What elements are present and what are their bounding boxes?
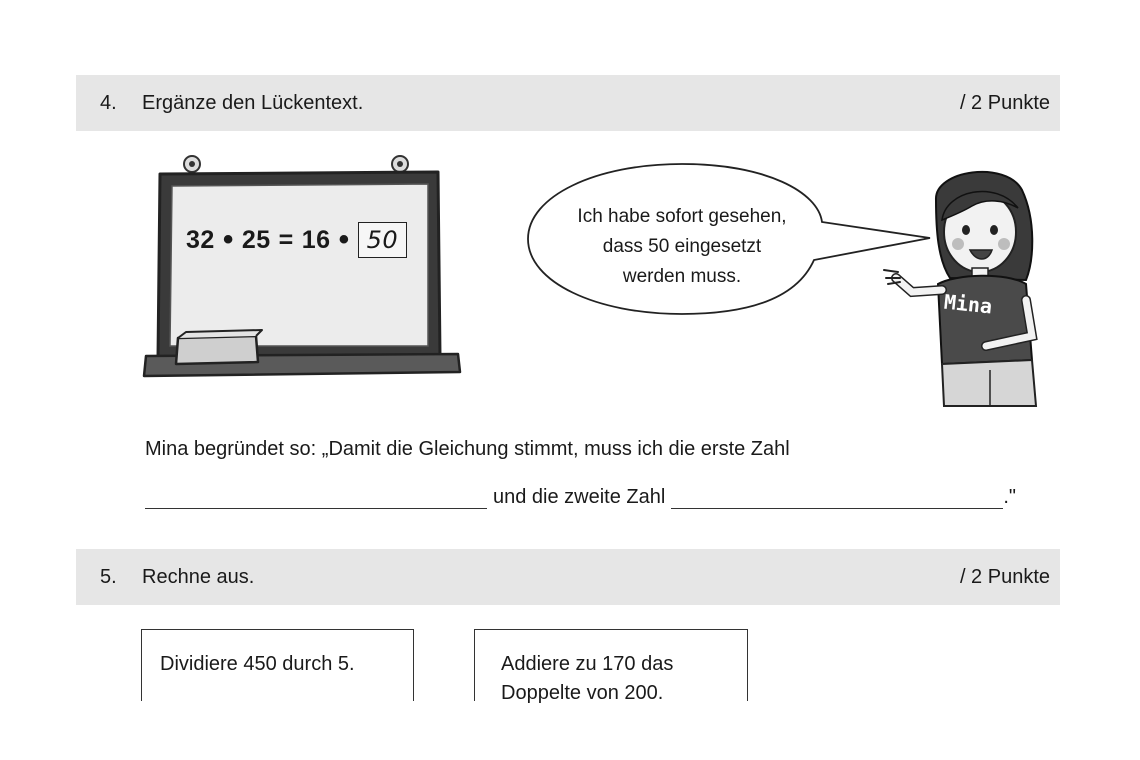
exercise-box-1[interactable] bbox=[141, 629, 414, 701]
equation-factor-3: 16 bbox=[301, 225, 331, 254]
speech-bubble-text bbox=[532, 202, 832, 292]
task-5-header bbox=[76, 549, 1060, 605]
multiplication-dot: • bbox=[338, 223, 350, 256]
cloze-sentence: Mina begründet so: „Damit die Gleichung stimmt, muss ich die erste Zahl bbox=[145, 438, 790, 460]
task-title: Ergänze den Lückentext. bbox=[142, 91, 364, 114]
exercise-text: Dividiere 450 durch 5. bbox=[160, 653, 355, 675]
bubble-line-2: dass 50 eingesetzt bbox=[602, 236, 762, 257]
exercise-text-line-2: Doppelte von 200. bbox=[501, 682, 664, 704]
task-number: 4. bbox=[100, 91, 117, 114]
girl-drawing bbox=[876, 160, 1056, 410]
equation-factor-2: 25 bbox=[241, 225, 271, 254]
exercise-box-2[interactable] bbox=[474, 629, 748, 704]
board-equation bbox=[186, 222, 407, 258]
task-number: 5. bbox=[100, 565, 117, 588]
equation-answer-box: 50 bbox=[358, 222, 408, 258]
task-title: Rechne aus. bbox=[142, 565, 255, 588]
equals-sign: = bbox=[278, 225, 294, 254]
task-4-header bbox=[76, 75, 1060, 131]
equation-factor-1: 32 bbox=[186, 225, 215, 254]
chalkboard-illustration bbox=[138, 150, 474, 390]
cloze-blank-line bbox=[145, 486, 1055, 509]
chalkboard-drawing bbox=[138, 150, 474, 390]
girl-illustration bbox=[876, 160, 1056, 410]
multiplication-dot: • bbox=[222, 223, 234, 256]
bubble-line-1: Ich habe sofort gesehen, bbox=[577, 206, 787, 227]
cloze-middle-text: und die zweite Zahl bbox=[493, 486, 666, 508]
blank-field-2[interactable] bbox=[671, 486, 1003, 509]
task-points: / 2 Punkte bbox=[959, 91, 1050, 114]
shirt-name-label: Mina bbox=[942, 289, 994, 319]
cloze-end-text: ." bbox=[1003, 486, 1016, 508]
blank-field-1[interactable] bbox=[145, 486, 487, 509]
bubble-line-3: werden muss. bbox=[622, 266, 742, 287]
exercise-text-line-1: Addiere zu 170 das bbox=[501, 653, 674, 675]
task-points: / 2 Punkte bbox=[959, 565, 1050, 588]
